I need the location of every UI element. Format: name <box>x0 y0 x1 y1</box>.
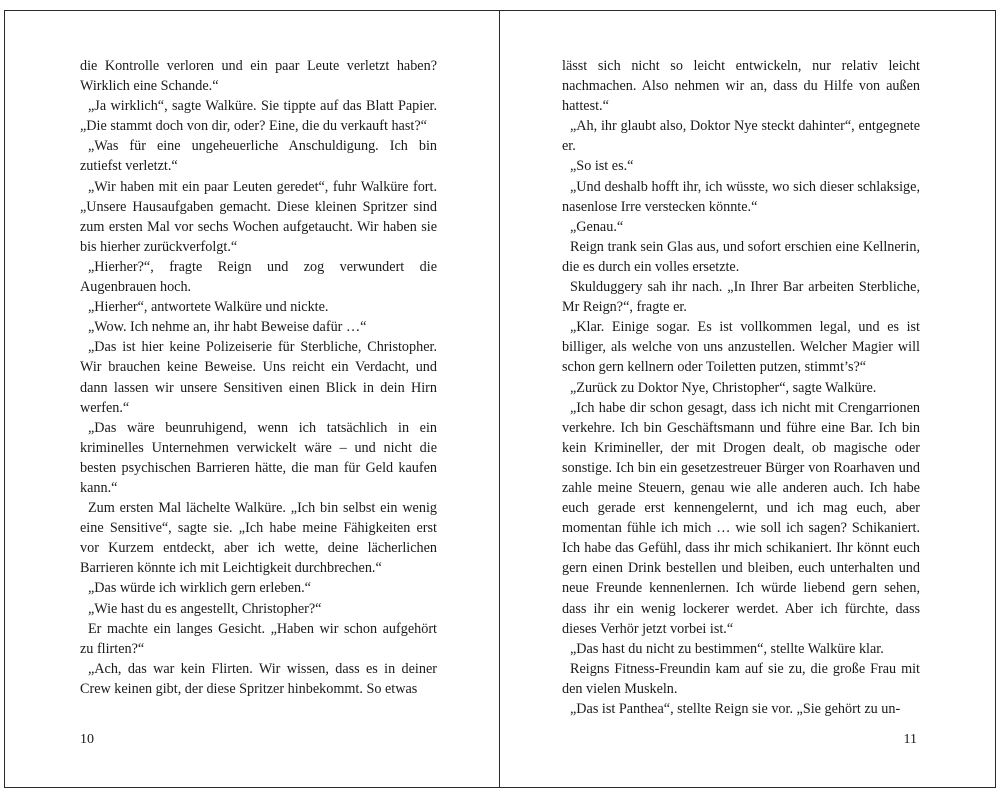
paragraph: „Was für eine ungeheuerliche Anschuldigung. Ich bin zutiefst verletzt.“ <box>80 138 437 175</box>
paragraph: „Und deshalb hofft ihr, ich wüsste, wo sich dieser schlaksige, nasenlose Irre verstecken könnte.“ <box>562 178 920 215</box>
paragraph: „Ach, das war kein Flirten. Wir wissen, dass es in deiner Crew keinen gibt, der diese Spritzer hinbekommt. So etwas <box>80 660 437 697</box>
page-gutter <box>499 10 500 788</box>
paragraph: „Ja wirklich“, sagte Walküre. Sie tippte auf das Blatt Papier. „Die stammt doch von dir, oder? Eine, die du verkauft hast?“ <box>80 98 437 135</box>
page-number-left: 10 <box>80 732 94 747</box>
page-number-right: 11 <box>903 732 917 747</box>
paragraph: Zum ersten Mal lächelte Walküre. „Ich bin selbst ein wenig eine Sensitive“, sagte sie. „Ich habe meine Fähigkeiten erst vor Kurzem entdeckt, aber ich wette, deine lächerlichen Barrieren könnte ich mit Leichtigkeit durchbrechen.“ <box>80 500 437 577</box>
paragraph: Er machte ein langes Gesicht. „Haben wir schon aufgehört zu flirten?“ <box>80 620 437 657</box>
paragraph: „So ist es.“ <box>570 158 634 175</box>
paragraph: „Das ist hier keine Polizeiserie für Sterbliche, Christopher. Wir brauchen keine Beweise. Uns reicht ein Verdacht, und dann lassen wir unsere Sensitiven einen Blick in dein Hirn werfen.“ <box>80 339 437 416</box>
paragraph: „Das würde ich wirklich gern erleben.“ <box>88 580 311 597</box>
paragraph: lässt sich nicht so leicht entwickeln, nur relativ leicht nachmachen. Also nehmen wir an, dass du Hilfe von außen hattest.“ <box>562 58 920 115</box>
paragraph: „Klar. Einige sogar. Es ist vollkommen legal, und es ist billiger, als welche von uns anzustellen. Welcher Magier will schon gern kellnern oder Toiletten putzen, stimmt’s?“ <box>562 319 920 376</box>
paragraph: Reign trank sein Glas aus, und sofort erschien eine Kellnerin, die es durch ein volles ersetzte. <box>562 238 920 275</box>
paragraph: „Hierher“, antwortete Walküre und nickte. <box>88 299 329 316</box>
paragraph: „Genau.“ <box>570 218 624 235</box>
paragraph: „Wie hast du es angestellt, Christopher?“ <box>88 600 322 617</box>
paragraph: „Das hast du nicht zu bestimmen“, stellte Walküre klar. <box>570 640 884 657</box>
paragraph: „Ah, ihr glaubt also, Doktor Nye steckt dahinter“, entgegnete er. <box>562 118 920 155</box>
paragraph: „Wir haben mit ein paar Leuten geredet“, fuhr Walküre fort. „Unsere Hausaufgaben gemacht. Diese kleinen Spritzer sind zum ersten Mal vor sechs Wochen aufgetaucht. Wir haben sie bis hierher zurückverfolgt.“ <box>80 178 437 255</box>
paragraph: „Das wäre beunruhigend, wenn ich tatsächlich in ein kriminelles Unternehmen verwickelt wäre – und nicht die besten psychischen Barrieren hätte, die man für Geld kaufen kann.“ <box>80 419 437 496</box>
paragraph: die Kontrolle verloren und ein paar Leute verletzt haben? Wirklich eine Schande.“ <box>80 58 437 95</box>
paragraph: „Das ist Panthea“, stellte Reign sie vor. „Sie gehört zu un- <box>570 701 901 717</box>
paragraph: Skulduggery sah ihr nach. „In Ihrer Bar arbeiten Sterbliche, Mr Reign?“, fragte er. <box>562 279 920 316</box>
paragraph: „Hierher?“, fragte Reign und zog verwundert die Augenbrauen hoch. <box>80 258 437 296</box>
right-page-text <box>562 56 920 719</box>
paragraph: „Zurück zu Doktor Nye, Christopher“, sagte Walküre. <box>570 379 877 396</box>
paragraph: „Ich habe dir schon gesagt, dass ich nicht mit Crengarrionen verkehre. Ich bin Geschäftsmann und führe eine Bar. Ich bin kein Krimineller, der mit Drogen dealt, ob magische oder sonstige. Ich bin ein gesetzestreuer Bürger von Roarhaven und zahle meine Steuern, genau wie alle anderen auch. Ich habe euch gerade erst kennengelernt, und ich mag euch, aber momentan fühle ich mich … wie soll ich sagen? Schikaniert. Ich habe das Gefühl, dass ihr mich schikaniert. Ihr könnt euch gern einen Drink bestellen und bleiben, euch unterhalten und neue Freunde kennenlernen. Ich würde liebend gern sehen, dass ihr ein wenig lockerer werdet. Aber ich fürchte, dass dieses Verhör jetzt vorbei ist.“ <box>562 399 920 637</box>
left-page-text <box>80 56 437 699</box>
paragraph: Reigns Fitness-Freundin kam auf sie zu, die große Frau mit den vielen Muskeln. <box>562 660 920 697</box>
paragraph: „Wow. Ich nehme an, ihr habt Beweise dafür …“ <box>88 319 367 336</box>
